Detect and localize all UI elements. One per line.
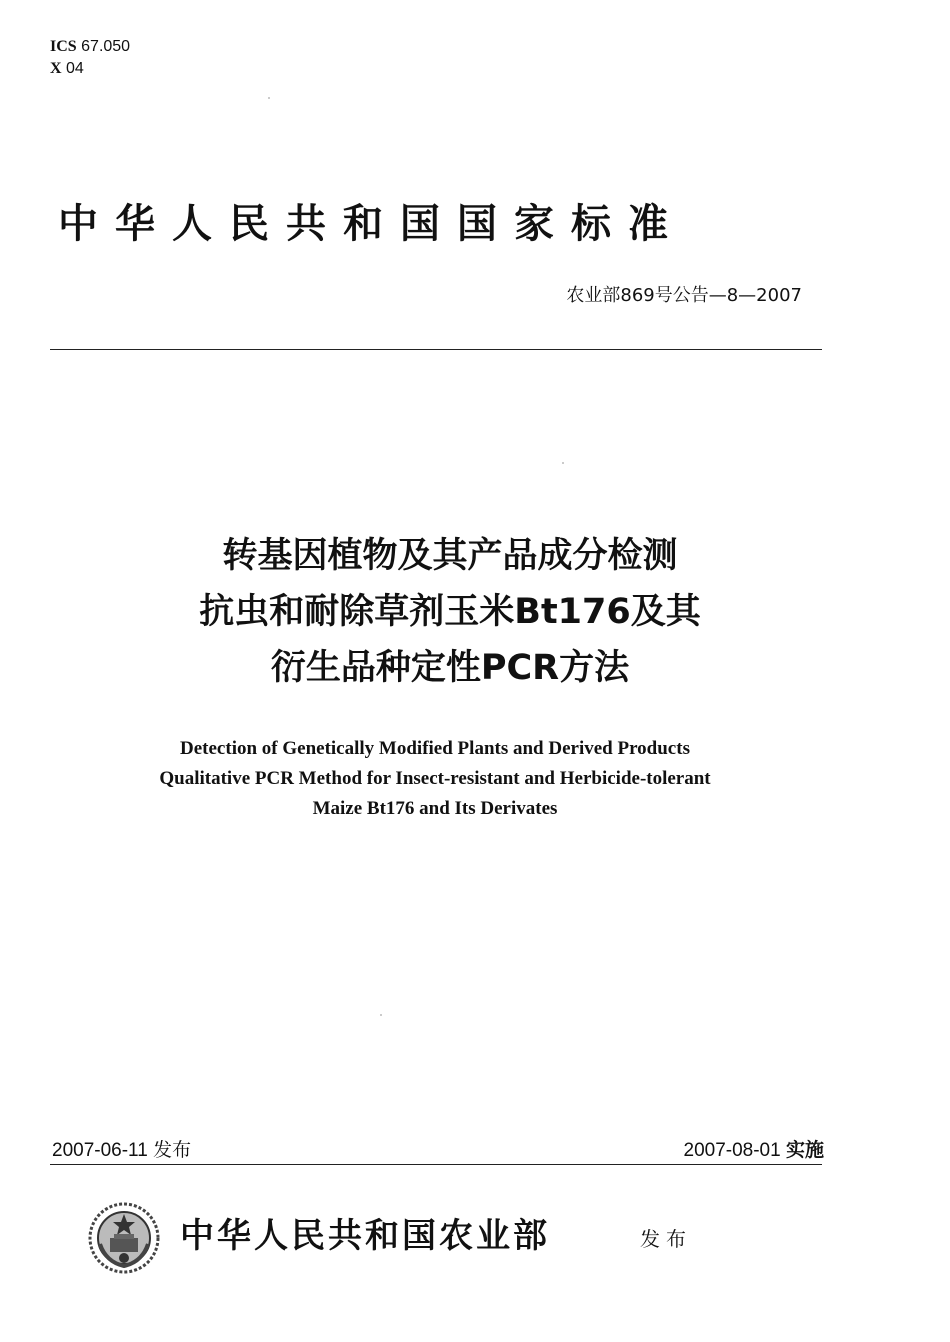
issue-label: 发布 bbox=[153, 1140, 192, 1161]
chinese-title bbox=[0, 528, 900, 696]
scan-speck bbox=[268, 97, 270, 99]
implementation-label: 实施 bbox=[785, 1140, 824, 1161]
publisher-action: 发布 bbox=[640, 1227, 692, 1251]
top-divider bbox=[50, 349, 822, 350]
issue-date-value: 2007-06-11 bbox=[52, 1140, 148, 1161]
ccs-code: X 04 bbox=[50, 60, 84, 77]
document-number: 农业部869号公告—8—2007 bbox=[566, 285, 802, 306]
english-title-line-1: Detection of Genetically Modified Plants and Derived Products bbox=[180, 738, 690, 759]
chinese-title-line-2: 抗虫和耐除草剂玉米Bt176及其 bbox=[199, 592, 701, 632]
classification-codes bbox=[50, 36, 130, 80]
english-title-line-2: Qualitative PCR Method for Insect-resistant and Herbicide-tolerant bbox=[159, 768, 711, 789]
implementation-date-value: 2007-08-01 bbox=[683, 1140, 781, 1161]
scan-speck bbox=[380, 1014, 382, 1016]
chinese-title-line-1: 转基因植物及其产品成分检测 bbox=[222, 536, 678, 576]
implementation-date bbox=[684, 1135, 825, 1162]
national-emblem-icon bbox=[86, 1200, 162, 1276]
scan-speck bbox=[562, 462, 564, 464]
english-title bbox=[0, 734, 870, 824]
issue-date bbox=[52, 1135, 191, 1162]
chinese-title-line-3: 衍生品种定性PCR方法 bbox=[270, 648, 630, 688]
publisher-name: 中华人民共和国农业部 bbox=[180, 1216, 550, 1256]
ics-code: ICS 67.050 bbox=[50, 38, 131, 55]
bottom-divider bbox=[50, 1164, 822, 1165]
english-title-line-3: Maize Bt176 and Its Derivates bbox=[312, 798, 558, 819]
standard-title: 中华人民共和国国家标准 bbox=[58, 201, 685, 247]
